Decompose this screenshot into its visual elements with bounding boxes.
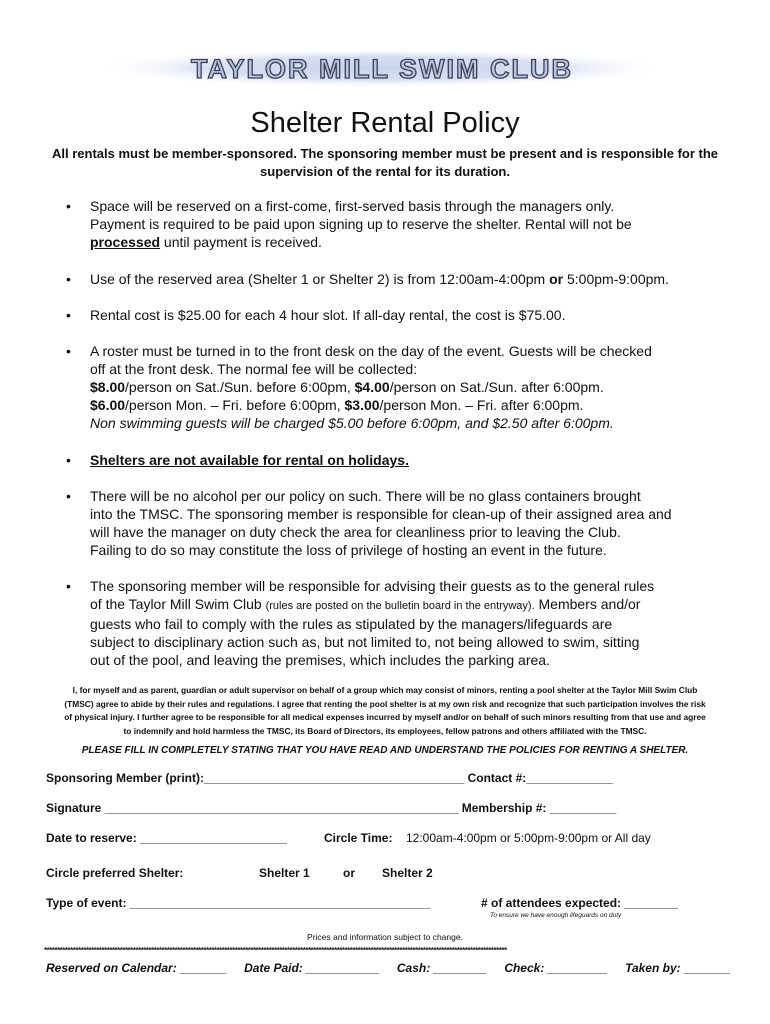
office-use-footer (46, 961, 736, 975)
text-fragment: until payment is received. (160, 234, 322, 250)
bullet-icon: • (66, 578, 71, 594)
bullet-icon: • (66, 198, 71, 214)
intro-text: All rentals must be member-sponsored. The sponsoring member must be present and is responsible for the supervision of the rental for its duration. (51, 146, 719, 179)
text-line (90, 595, 730, 615)
date-field[interactable]: Date to reserve: ______________________ (46, 831, 287, 845)
bullet-icon: • (66, 488, 71, 504)
bullet-icon: • (66, 307, 71, 323)
policy-item-holidays (66, 451, 730, 469)
time-options[interactable]: 12:00am-4:00pm or 5:00pm-9:00pm or All day (406, 831, 651, 845)
prices-note: Prices and information subject to change. (307, 932, 463, 942)
text-line: Space will be reserved on a first-come, first-served basis through the managers only. (90, 198, 615, 214)
preferred-shelter-label: Circle preferred Shelter: (46, 866, 184, 880)
text-fragment: Use of the reserved area (Shelter 1 or Shelter 2) is from 12:00am-4:00pm (90, 271, 550, 287)
text-line: A roster must be turned in to the front desk on the day of the event. Guests will be checked (90, 343, 652, 359)
price: $3.00 (344, 397, 380, 413)
text-line: will have the manager on duty check the area for cleanliness prior to leaving the Club. (90, 524, 621, 540)
club-logo (92, 46, 672, 90)
reserved-on-calendar-field[interactable]: Reserved on Calendar: _______ (46, 961, 227, 975)
waiver-line: of physical injury. I further agree to be responsible for all medical expenses incurred by myself and/or on behalf of such minors resulting from that use and agree (64, 712, 706, 722)
liability-waiver (40, 684, 730, 738)
or-emphasis: or (549, 271, 564, 287)
circle-time-label: Circle Time: (324, 831, 393, 845)
sponsor-field[interactable]: Sponsoring Member (print):_______________________________________ Contact #:_____________ (46, 771, 614, 785)
page-title: Shelter Rental Policy (250, 107, 520, 139)
waiver-line: to indemnify and hold harmless the TMSC, its Board of Directors, its employees, fellow patrons and others affiliated with the TMSC. (123, 725, 647, 736)
attendees-field[interactable]: # of attendees expected: ________ (481, 896, 678, 910)
policy-item-roster (66, 342, 730, 432)
shelter-2-option[interactable]: Shelter 2 (382, 866, 433, 880)
text-fragment: /person Mon. – Fri. before 6:00pm, (125, 397, 345, 413)
text-line (90, 378, 730, 396)
text-fragment: Members and/or (534, 596, 641, 612)
text-fragment: of the Taylor Mill Swim Club (90, 596, 266, 612)
processed-emphasis: processed (90, 234, 161, 250)
text-line: out of the pool, and leaving the premises, which includes the parking area. (90, 652, 550, 668)
policy-item-cost (66, 306, 730, 324)
text-line: Failing to do so may constitute the loss of privilege of hosting an event in the future. (90, 542, 607, 558)
price: $6.00 (90, 397, 126, 413)
event-type-field[interactable]: Type of event: _____________________________________________ (46, 896, 431, 910)
divider-stars: ********************************************************************************************************************************************************************************* (44, 946, 507, 955)
text-fragment: /person Mon. – Fri. after 6:00pm. (379, 397, 584, 413)
text-line: subject to disciplinary action such as, but not limited to, not being allowed to swim, sitting (90, 634, 640, 650)
text-line: Shelters are not available for rental on holidays. (90, 452, 409, 468)
acknowledgement-notice: PLEASE FILL IN COMPLETELY STATING THAT YOU HAVE READ AND UNDERSTAND THE POLICIES FOR RENTING A SHELTER. (81, 745, 689, 756)
check-field[interactable]: Check: _________ (504, 961, 608, 975)
date-paid-field[interactable]: Date Paid: ___________ (244, 961, 380, 975)
text-line: The sponsoring member will be responsible for advising their guests as to the general rules (90, 578, 655, 594)
signature-field[interactable]: Signature _____________________________________________________ Membership #: __________ (46, 801, 617, 815)
policy-item-alcohol (66, 487, 730, 559)
bullet-icon: • (66, 343, 71, 359)
text-line (90, 233, 730, 251)
bullet-icon: • (66, 452, 71, 468)
cash-field[interactable]: Cash: ________ (396, 961, 487, 975)
text-line: There will be no alcohol per our policy on such. There will be no glass containers brought (90, 488, 641, 504)
text-line: into the TMSC. The sponsoring member is responsible for clean-up of their assigned area and (90, 506, 672, 522)
text-fragment: /person on Sat./Sun. before 6:00pm, (125, 379, 355, 395)
price: $8.00 (90, 379, 126, 395)
shelter-or-label: or (343, 866, 355, 880)
shelter-1-option[interactable]: Shelter 1 (259, 866, 310, 880)
bullet-icon: • (66, 271, 71, 287)
non-swimmer-fee: Non swimming guests will be charged $5.00 before 6:00pm, and $2.50 after 6:00pm. (90, 415, 614, 431)
taken-by-field[interactable]: Taken by: _______ (625, 961, 731, 975)
text-line: off at the front desk. The normal fee will be collected: (90, 361, 418, 377)
waiver-line: (TMSC) agree to abide by their rules and regulations. I agree that renting the pool shelter is at my own risk and recognize that such participation involves the risk (64, 698, 706, 709)
policy-item-reservation (66, 197, 730, 251)
text-line (90, 270, 730, 288)
text-fragment: 5:00pm-9:00pm. (563, 271, 669, 287)
rules-location-note: (rules are posted on the bulletin board in the entryway). (265, 600, 535, 612)
logo-text: TAYLOR MILL SWIM CLUB (191, 54, 573, 84)
policy-item-times (66, 270, 730, 288)
policy-item-rules (66, 577, 730, 669)
text-line: guests who fail to comply with the rules as stipulated by the managers/lifeguards are (90, 616, 613, 632)
text-line: Payment is required to be paid upon signing up to reserve the shelter. Rental will not be (90, 216, 632, 232)
text-line (90, 396, 730, 414)
text-fragment: /person on Sat./Sun. after 6:00pm. (389, 379, 604, 395)
waiver-line: I, for myself and as parent, guardian or adult supervisor on behalf of a group which may consist of minors, renting a pool shelter at the Taylor Mill Swim Club (72, 685, 698, 695)
price: $4.00 (354, 379, 390, 395)
text-line: Rental cost is $25.00 for each 4 hour slot. If all-day rental, the cost is $75.00. (90, 307, 566, 323)
attendees-note: To ensure we have enough lifeguards on duty (490, 912, 622, 919)
